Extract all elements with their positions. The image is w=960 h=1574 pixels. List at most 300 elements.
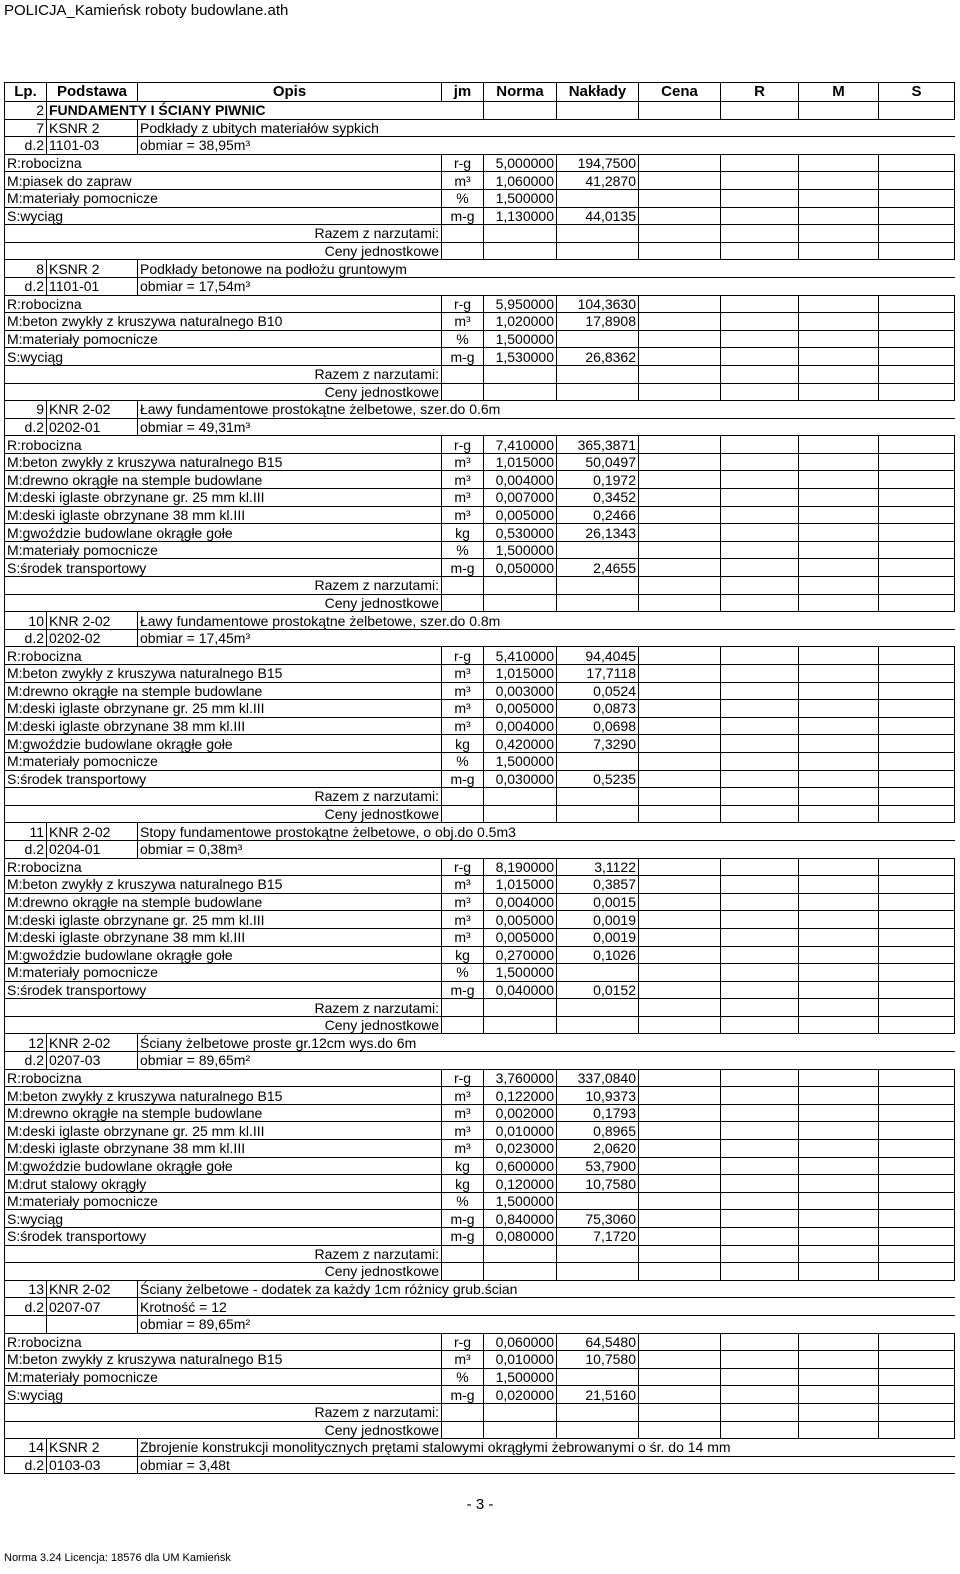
- header-cena: Cena: [639, 83, 721, 102]
- resource-norma: 0,003000: [484, 682, 557, 700]
- ceny-row: [5, 1016, 955, 1034]
- resource-norma: 0,007000: [484, 489, 557, 507]
- resource-norma: 1,500000: [484, 541, 557, 559]
- resource-naklady: [557, 964, 639, 982]
- resource-row: [5, 330, 955, 348]
- resource-row: [5, 172, 955, 190]
- resource-norma: 0,005000: [484, 506, 557, 524]
- resource-norma: 0,020000: [484, 1386, 557, 1404]
- position-lp: 13: [5, 1280, 47, 1298]
- position-basis-row: [5, 629, 955, 647]
- resource-naklady: 44,0135: [557, 207, 639, 225]
- resource-naklady: 50,0497: [557, 453, 639, 471]
- position-d: d.2: [5, 1298, 47, 1316]
- resource-naklady: 26,8362: [557, 348, 639, 366]
- resource-norma: 1,130000: [484, 207, 557, 225]
- resource-row: [5, 1157, 955, 1175]
- table-body: [5, 102, 955, 1474]
- table-header-row: [5, 83, 955, 102]
- resource-norma: 1,020000: [484, 313, 557, 331]
- resource-jm: r-g: [442, 647, 484, 665]
- resource-jm: m-g: [442, 348, 484, 366]
- resource-norma: 0,023000: [484, 1140, 557, 1158]
- resource-naklady: 0,0015: [557, 893, 639, 911]
- section-number: 2: [5, 102, 47, 120]
- resource-name: M:materiały pomocnicze: [5, 189, 442, 207]
- resource-naklady: 0,3857: [557, 876, 639, 894]
- razem-label: Razem z narzutami:: [5, 999, 442, 1017]
- resource-name: M:deski iglaste obrzynane 38 mm kl.III: [5, 506, 442, 524]
- resource-jm: m³: [442, 313, 484, 331]
- resource-jm: m³: [442, 911, 484, 929]
- header-norma: Norma: [484, 83, 557, 102]
- resource-row: [5, 928, 955, 946]
- position-obmiar: obmiar = 17,54m³: [138, 277, 955, 295]
- resource-norma: 0,080000: [484, 1228, 557, 1246]
- position-description: Stopy fundamentowe prostokątne żelbetowe, o obj.do 0.5m3: [138, 823, 955, 841]
- resource-name: M:drewno okrągłe na stemple budowlane: [5, 1104, 442, 1122]
- resource-name: M:materiały pomocnicze: [5, 964, 442, 982]
- resource-norma: 0,840000: [484, 1210, 557, 1228]
- position-basis: KSNR 2: [47, 119, 138, 137]
- resource-row: [5, 1087, 955, 1105]
- resource-norma: 0,600000: [484, 1157, 557, 1175]
- resource-row: [5, 858, 955, 876]
- resource-norma: 0,004000: [484, 893, 557, 911]
- header-s: S: [879, 83, 955, 102]
- resource-jm: %: [442, 1368, 484, 1386]
- resource-row: [5, 1140, 955, 1158]
- resource-row: [5, 189, 955, 207]
- ceny-label: Ceny jednostkowe: [5, 242, 442, 260]
- ceny-label: Ceny jednostkowe: [5, 1263, 442, 1281]
- resource-row: [5, 1368, 955, 1386]
- resource-row: [5, 700, 955, 718]
- resource-jm: m³: [442, 1140, 484, 1158]
- resource-row: [5, 876, 955, 894]
- resource-row: [5, 313, 955, 331]
- resource-jm: r-g: [442, 1069, 484, 1087]
- resource-name: M:gwoździe budowlane okrągłe gołe: [5, 1157, 442, 1175]
- position-basis-code: 0103-03: [47, 1456, 138, 1474]
- position-obmiar: obmiar = 89,65m²: [138, 1052, 955, 1070]
- resource-norma: 1,500000: [484, 964, 557, 982]
- resource-row: [5, 717, 955, 735]
- resource-row: [5, 981, 955, 999]
- resource-name: M:beton zwykły z kruszywa naturalnego B10: [5, 313, 442, 331]
- resource-name: M:deski iglaste obrzynane gr. 25 mm kl.III: [5, 911, 442, 929]
- position-row: [5, 1034, 955, 1052]
- resource-jm: %: [442, 330, 484, 348]
- resource-jm: m-g: [442, 1386, 484, 1404]
- resource-name: M:deski iglaste obrzynane 38 mm kl.III: [5, 717, 442, 735]
- razem-row: [5, 1403, 955, 1421]
- position-lp: 14: [5, 1439, 47, 1457]
- resource-name: M:deski iglaste obrzynane gr. 25 mm kl.III: [5, 489, 442, 507]
- header-r: R: [721, 83, 799, 102]
- resource-naklady: 0,8965: [557, 1122, 639, 1140]
- resource-jm: r-g: [442, 436, 484, 454]
- resource-row: [5, 348, 955, 366]
- resource-norma: 0,120000: [484, 1175, 557, 1193]
- resource-name: S:środek transportowy: [5, 770, 442, 788]
- position-row: [5, 823, 955, 841]
- resource-norma: 1,015000: [484, 876, 557, 894]
- resource-name: M:materiały pomocnicze: [5, 330, 442, 348]
- ceny-row: [5, 1263, 955, 1281]
- resource-row: [5, 524, 955, 542]
- resource-jm: m³: [442, 489, 484, 507]
- resource-name: S:wyciąg: [5, 207, 442, 225]
- position-obmiar-row: [5, 1315, 955, 1333]
- resource-name: M:beton zwykły z kruszywa naturalnego B15: [5, 1351, 442, 1369]
- resource-name: M:drewno okrągłe na stemple budowlane: [5, 682, 442, 700]
- ceny-row: [5, 242, 955, 260]
- resource-name: M:beton zwykły z kruszywa naturalnego B15: [5, 876, 442, 894]
- resource-name: M:beton zwykły z kruszywa naturalnego B15: [5, 453, 442, 471]
- resource-name: M:beton zwykły z kruszywa naturalnego B15: [5, 1087, 442, 1105]
- footer-license: Norma 3.24 Licencja: 18576 dla UM Kamieńsk: [4, 1552, 231, 1564]
- resource-jm: m³: [442, 172, 484, 190]
- resource-name: R:robocizna: [5, 1333, 442, 1351]
- resource-naklady: 64,5480: [557, 1333, 639, 1351]
- resource-name: M:deski iglaste obrzynane 38 mm kl.III: [5, 928, 442, 946]
- position-obmiar: obmiar = 49,31m³: [138, 418, 955, 436]
- resource-naklady: [557, 1368, 639, 1386]
- resource-name: R:robocizna: [5, 858, 442, 876]
- resource-name: S:wyciąg: [5, 1210, 442, 1228]
- position-d: d.2: [5, 840, 47, 858]
- resource-row: [5, 559, 955, 577]
- position-basis-row: [5, 418, 955, 436]
- resource-naklady: 7,3290: [557, 735, 639, 753]
- resource-name: R:robocizna: [5, 295, 442, 313]
- ceny-label: Ceny jednostkowe: [5, 805, 442, 823]
- position-description: Podkłady z ubitych materiałów sypkich: [138, 119, 955, 137]
- resource-row: [5, 295, 955, 313]
- resource-norma: 1,500000: [484, 330, 557, 348]
- resource-jm: %: [442, 1192, 484, 1210]
- resource-naklady: 194,7500: [557, 154, 639, 172]
- resource-row: [5, 1386, 955, 1404]
- resource-jm: m³: [442, 471, 484, 489]
- position-d: d.2: [5, 137, 47, 155]
- resource-row: [5, 665, 955, 683]
- ceny-label: Ceny jednostkowe: [5, 1016, 442, 1034]
- section-row: [5, 102, 955, 120]
- resource-name: M:drewno okrągłe na stemple budowlane: [5, 893, 442, 911]
- resource-naklady: 0,0524: [557, 682, 639, 700]
- resource-norma: 1,500000: [484, 1192, 557, 1210]
- razem-label: Razem z narzutami:: [5, 1245, 442, 1263]
- position-description: Zbrojenie konstrukcji monolitycznych prętami stalowymi okrągłymi żebrowanymi o śr. do 14 mm: [138, 1439, 955, 1457]
- resource-name: M:piasek do zapraw: [5, 172, 442, 190]
- resource-naklady: 2,4655: [557, 559, 639, 577]
- resource-row: [5, 770, 955, 788]
- resource-norma: 5,950000: [484, 295, 557, 313]
- position-basis: KSNR 2: [47, 260, 138, 278]
- resource-jm: m³: [442, 893, 484, 911]
- resource-name: M:deski iglaste obrzynane 38 mm kl.III: [5, 1140, 442, 1158]
- position-description: Ściany żelbetowe proste gr.12cm wys.do 6m: [138, 1034, 955, 1052]
- resource-name: M:deski iglaste obrzynane gr. 25 mm kl.III: [5, 1122, 442, 1140]
- resource-jm: m³: [442, 1087, 484, 1105]
- resource-name: M:materiały pomocnicze: [5, 752, 442, 770]
- resource-row: [5, 1351, 955, 1369]
- resource-jm: kg: [442, 735, 484, 753]
- razem-row: [5, 999, 955, 1017]
- resource-jm: m-g: [442, 559, 484, 577]
- resource-norma: 0,005000: [484, 700, 557, 718]
- position-d: d.2: [5, 1456, 47, 1474]
- resource-naklady: 0,5235: [557, 770, 639, 788]
- resource-row: [5, 1210, 955, 1228]
- page-number: - 3 -: [466, 1496, 494, 1513]
- position-basis-code: 1101-01: [47, 277, 138, 295]
- resource-row: [5, 911, 955, 929]
- resource-naklady: 2,0620: [557, 1140, 639, 1158]
- resource-norma: 0,010000: [484, 1351, 557, 1369]
- position-basis-row: [5, 1052, 955, 1070]
- resource-norma: 0,002000: [484, 1104, 557, 1122]
- resource-jm: %: [442, 752, 484, 770]
- position-d: d.2: [5, 277, 47, 295]
- resource-naklady: 26,1343: [557, 524, 639, 542]
- position-description: Ściany żelbetowe - dodatek za każdy 1cm różnicy grub.ścian: [138, 1280, 955, 1298]
- resource-naklady: [557, 752, 639, 770]
- position-d: d.2: [5, 1052, 47, 1070]
- resource-jm: m³: [442, 876, 484, 894]
- position-basis-row: [5, 137, 955, 155]
- resource-row: [5, 946, 955, 964]
- resource-norma: 0,010000: [484, 1122, 557, 1140]
- resource-jm: kg: [442, 1157, 484, 1175]
- resource-name: M:materiały pomocnicze: [5, 1368, 442, 1386]
- position-basis: KNR 2-02: [47, 823, 138, 841]
- position-extra: Krotność = 12: [138, 1298, 955, 1316]
- resource-row: [5, 489, 955, 507]
- resource-norma: 0,270000: [484, 946, 557, 964]
- resource-naklady: 0,0019: [557, 928, 639, 946]
- razem-label: Razem z narzutami:: [5, 365, 442, 383]
- position-obmiar: obmiar = 17,45m³: [138, 629, 955, 647]
- resource-jm: m³: [442, 1104, 484, 1122]
- resource-jm: m³: [442, 928, 484, 946]
- resource-naklady: 17,7118: [557, 665, 639, 683]
- resource-jm: m³: [442, 453, 484, 471]
- resource-name: M:gwoździe budowlane okrągłe gołe: [5, 524, 442, 542]
- resource-row: [5, 541, 955, 559]
- ceny-label: Ceny jednostkowe: [5, 1421, 442, 1439]
- position-row: [5, 1439, 955, 1457]
- resource-naklady: 0,1972: [557, 471, 639, 489]
- position-basis-row: [5, 1456, 955, 1474]
- resource-naklady: 0,0019: [557, 911, 639, 929]
- position-d: d.2: [5, 418, 47, 436]
- resource-jm: kg: [442, 946, 484, 964]
- resource-jm: m³: [442, 1351, 484, 1369]
- razem-label: Razem z narzutami:: [5, 1403, 442, 1421]
- resource-jm: m³: [442, 665, 484, 683]
- position-d: d.2: [5, 629, 47, 647]
- position-basis: KNR 2-02: [47, 1280, 138, 1298]
- ceny-row: [5, 383, 955, 401]
- resource-name: M:drewno okrągłe na stemple budowlane: [5, 471, 442, 489]
- position-obmiar: obmiar = 0,38m³: [138, 840, 955, 858]
- resource-row: [5, 1333, 955, 1351]
- resource-row: [5, 506, 955, 524]
- resource-norma: 0,060000: [484, 1333, 557, 1351]
- position-obmiar: obmiar = 38,95m³: [138, 137, 955, 155]
- resource-norma: 3,760000: [484, 1069, 557, 1087]
- resource-jm: %: [442, 541, 484, 559]
- resource-name: R:robocizna: [5, 1069, 442, 1087]
- resource-norma: 1,015000: [484, 665, 557, 683]
- resource-name: M:gwoździe budowlane okrągłe gołe: [5, 946, 442, 964]
- resource-naklady: 104,3630: [557, 295, 639, 313]
- resource-jm: m-g: [442, 1210, 484, 1228]
- resource-norma: 0,030000: [484, 770, 557, 788]
- razem-label: Razem z narzutami:: [5, 577, 442, 595]
- position-basis: KNR 2-02: [47, 401, 138, 419]
- ceny-label: Ceny jednostkowe: [5, 383, 442, 401]
- ceny-row: [5, 805, 955, 823]
- resource-jm: m³: [442, 700, 484, 718]
- resource-naklady: 0,1793: [557, 1104, 639, 1122]
- position-row: [5, 119, 955, 137]
- position-obmiar: obmiar = 3,48t: [138, 1456, 955, 1474]
- resource-naklady: 17,8908: [557, 313, 639, 331]
- resource-norma: 0,040000: [484, 981, 557, 999]
- resource-name: S:środek transportowy: [5, 1228, 442, 1246]
- resource-norma: 0,530000: [484, 524, 557, 542]
- position-lp: 7: [5, 119, 47, 137]
- resource-naklady: 3,1122: [557, 858, 639, 876]
- resource-name: R:robocizna: [5, 436, 442, 454]
- resource-name: M:materiały pomocnicze: [5, 541, 442, 559]
- razem-row: [5, 577, 955, 595]
- resource-name: R:robocizna: [5, 647, 442, 665]
- razem-row: [5, 1245, 955, 1263]
- position-basis-code: 0204-01: [47, 840, 138, 858]
- resource-row: [5, 1175, 955, 1193]
- resource-name: S:środek transportowy: [5, 981, 442, 999]
- resource-norma: 0,004000: [484, 717, 557, 735]
- razem-row: [5, 788, 955, 806]
- resource-jm: m³: [442, 1122, 484, 1140]
- resource-jm: r-g: [442, 858, 484, 876]
- position-row: [5, 612, 955, 630]
- position-description: Podkłady betonowe na podłożu gruntowym: [138, 260, 955, 278]
- resource-row: [5, 735, 955, 753]
- resource-row: [5, 1228, 955, 1246]
- resource-jm: m-g: [442, 207, 484, 225]
- resource-norma: 7,410000: [484, 436, 557, 454]
- header-m: M: [799, 83, 879, 102]
- document-title: POLICJA_Kamieńsk roboty budowlane.ath: [4, 2, 289, 19]
- header-jm: jm: [442, 83, 484, 102]
- position-lp: 10: [5, 612, 47, 630]
- resource-name: R:robocizna: [5, 154, 442, 172]
- resource-jm: r-g: [442, 295, 484, 313]
- resource-jm: m³: [442, 717, 484, 735]
- resource-name: M:deski iglaste obrzynane gr. 25 mm kl.III: [5, 700, 442, 718]
- position-basis-code: 0202-02: [47, 629, 138, 647]
- resource-norma: 1,060000: [484, 172, 557, 190]
- header-podstawa: Podstawa: [47, 83, 138, 102]
- resource-row: [5, 453, 955, 471]
- resource-jm: m-g: [442, 981, 484, 999]
- position-lp: 11: [5, 823, 47, 841]
- cost-estimate-table: [4, 82, 955, 1474]
- resource-jm: %: [442, 189, 484, 207]
- resource-naklady: [557, 189, 639, 207]
- position-row: [5, 1280, 955, 1298]
- resource-norma: 0,420000: [484, 735, 557, 753]
- resource-naklady: 10,9373: [557, 1087, 639, 1105]
- razem-label: Razem z narzutami:: [5, 788, 442, 806]
- resource-naklady: 0,2466: [557, 506, 639, 524]
- razem-label: Razem z narzutami:: [5, 225, 442, 243]
- position-description: Ławy fundamentowe prostokątne żelbetowe, szer.do 0.8m: [138, 612, 955, 630]
- resource-naklady: 365,3871: [557, 436, 639, 454]
- resource-row: [5, 436, 955, 454]
- resource-norma: 1,015000: [484, 453, 557, 471]
- header-naklady: Nakłady: [557, 83, 639, 102]
- resource-naklady: 41,2870: [557, 172, 639, 190]
- resource-name: M:materiały pomocnicze: [5, 1192, 442, 1210]
- resource-name: M:drut stalowy okrągły: [5, 1175, 442, 1193]
- resource-row: [5, 154, 955, 172]
- resource-naklady: 0,0152: [557, 981, 639, 999]
- resource-naklady: 10,7580: [557, 1351, 639, 1369]
- resource-naklady: 0,0873: [557, 700, 639, 718]
- resource-norma: 0,122000: [484, 1087, 557, 1105]
- resource-norma: 0,004000: [484, 471, 557, 489]
- position-basis-code: 0207-03: [47, 1052, 138, 1070]
- resource-jm: kg: [442, 524, 484, 542]
- position-lp: 8: [5, 260, 47, 278]
- resource-jm: r-g: [442, 1333, 484, 1351]
- resource-jm: m³: [442, 506, 484, 524]
- resource-row: [5, 682, 955, 700]
- resource-naklady: 0,1026: [557, 946, 639, 964]
- resource-norma: 5,410000: [484, 647, 557, 665]
- resource-jm: kg: [442, 1175, 484, 1193]
- position-basis-code: 1101-03: [47, 137, 138, 155]
- resource-naklady: 0,3452: [557, 489, 639, 507]
- position-basis: KNR 2-02: [47, 612, 138, 630]
- position-lp: 9: [5, 401, 47, 419]
- resource-name: M:gwoździe budowlane okrągłe gołe: [5, 735, 442, 753]
- resource-row: [5, 471, 955, 489]
- resource-norma: 0,005000: [484, 928, 557, 946]
- position-row: [5, 260, 955, 278]
- resource-norma: 0,050000: [484, 559, 557, 577]
- resource-row: [5, 207, 955, 225]
- resource-row: [5, 1069, 955, 1087]
- header-opis: Opis: [138, 83, 442, 102]
- header-lp: Lp.: [5, 83, 47, 102]
- ceny-row: [5, 1421, 955, 1439]
- resource-row: [5, 752, 955, 770]
- resource-norma: 5,000000: [484, 154, 557, 172]
- resource-row: [5, 1104, 955, 1122]
- resource-norma: 1,500000: [484, 752, 557, 770]
- resource-name: S:wyciąg: [5, 348, 442, 366]
- resource-row: [5, 647, 955, 665]
- resource-row: [5, 1192, 955, 1210]
